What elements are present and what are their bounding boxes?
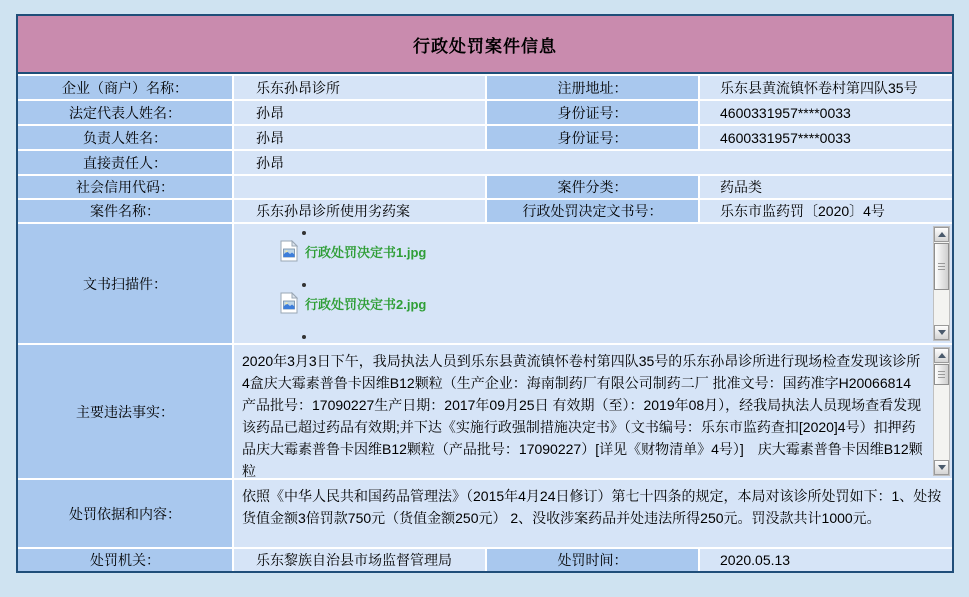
list-item — [280, 335, 926, 343]
facts-text: 2020年3月3日下午，我局执法人员到乐东县黄流镇怀卷村第四队35号的乐东孙昂诊所进行现场检查发现该诊所4盒庆大霉素普鲁卡因维B12颗粒（生产企业：海南制药厂有限公司制药二厂 批准文号：国药准字H20066814 产品批号：17090227生产日期：2017年09月25日 有效期（至）：2019年08月），经我局执法人员现场查看发现该药品已超过药品有效期;并下达《实施行政强制措施决定书》（文书编号：乐东市监药查扣[2020]4号）扣押药品庆大霉素普鲁卡因维B12颗粒（产品批号：17090227）[详见《财物清单》4号）] 庆大霉素普鲁卡因维B12颗粒 — [242, 353, 923, 478]
triangle-down-icon — [938, 330, 946, 335]
credit-code-value — [234, 176, 485, 198]
facts-content — [234, 345, 952, 478]
credit-code-label: 社会信用代码： — [18, 176, 232, 198]
case-name-value: 乐东孙昂诊所使用劣药案 — [234, 200, 485, 222]
scroll-down-button[interactable] — [934, 325, 949, 340]
bullet-icon — [302, 231, 306, 235]
page-title: 行政处罚案件信息 — [18, 16, 952, 74]
case-category-value: 药品类 — [700, 176, 952, 198]
scrollbar-thumb[interactable] — [934, 364, 949, 385]
triangle-up-icon — [938, 232, 946, 237]
list-item — [280, 231, 926, 262]
company-name-label: 企业（商户）名称： — [18, 76, 232, 99]
scan-file-link[interactable]: 行政处罚决定书1.jpg — [305, 244, 427, 260]
bullet-icon — [302, 283, 306, 287]
id-number-label-2: 身份证号： — [487, 126, 698, 149]
registered-address-value: 乐东县黄流镇怀卷村第四队35号 — [700, 76, 952, 99]
scroll-down-button[interactable] — [934, 460, 949, 475]
penalty-time-value: 2020.05.13 — [700, 549, 952, 571]
list-item — [280, 283, 926, 314]
registered-address-label: 注册地址： — [487, 76, 698, 99]
decision-doc-number-value: 乐东市监药罚〔2020〕4号 — [700, 200, 952, 222]
scroll-up-button[interactable] — [934, 227, 949, 242]
basis-content — [234, 480, 952, 547]
direct-responsible-value: 孙昂 — [234, 151, 952, 174]
basis-text: 依照《中华人民共和国药品管理法》（2015年4月24日修订）第七十四条的规定，本局对该诊所处罚如下：1、处按货值金额3倍罚款750元（货值金额250元） 2、没收涉案药品并处违法所得250元。罚没款共计1000元。 — [242, 488, 942, 526]
scanned-docs-label: 文书扫描件： — [18, 224, 232, 343]
decision-doc-number-label: 行政处罚决定文书号： — [487, 200, 698, 222]
triangle-up-icon — [938, 353, 946, 358]
scroll-up-button[interactable] — [934, 348, 949, 363]
id-number-value-1: 4600331957****0033 — [700, 101, 952, 124]
direct-responsible-label: 直接责任人： — [18, 151, 232, 174]
manager-name-value: 孙昂 — [234, 126, 485, 149]
facts-scrollbar[interactable] — [933, 347, 950, 476]
legal-representative-label: 法定代表人姓名： — [18, 101, 232, 124]
facts-label: 主要违法事实： — [18, 345, 232, 478]
scanned-docs-list — [234, 224, 952, 343]
scans-scrollbar[interactable] — [933, 226, 950, 341]
authority-value: 乐东黎族自治县市场监督管理局 — [234, 549, 485, 571]
scrollbar-thumb[interactable] — [934, 243, 949, 290]
id-number-value-2: 4600331957****0033 — [700, 126, 952, 149]
case-category-label: 案件分类： — [487, 176, 698, 198]
authority-label: 处罚机关： — [18, 549, 232, 571]
legal-representative-value: 孙昂 — [234, 101, 485, 124]
image-file-icon — [280, 240, 298, 262]
penalty-time-label: 处罚时间： — [487, 549, 698, 571]
manager-name-label: 负责人姓名： — [18, 126, 232, 149]
image-file-icon — [280, 292, 298, 314]
basis-label: 处罚依据和内容： — [18, 480, 232, 547]
bullet-icon — [302, 335, 306, 339]
case-name-label: 案件名称： — [18, 200, 232, 222]
id-number-label-1: 身份证号： — [487, 101, 698, 124]
company-name-value: 乐东孙昂诊所 — [234, 76, 485, 99]
penalty-case-table — [16, 14, 954, 573]
triangle-down-icon — [938, 465, 946, 470]
scan-file-link[interactable]: 行政处罚决定书2.jpg — [305, 296, 427, 312]
